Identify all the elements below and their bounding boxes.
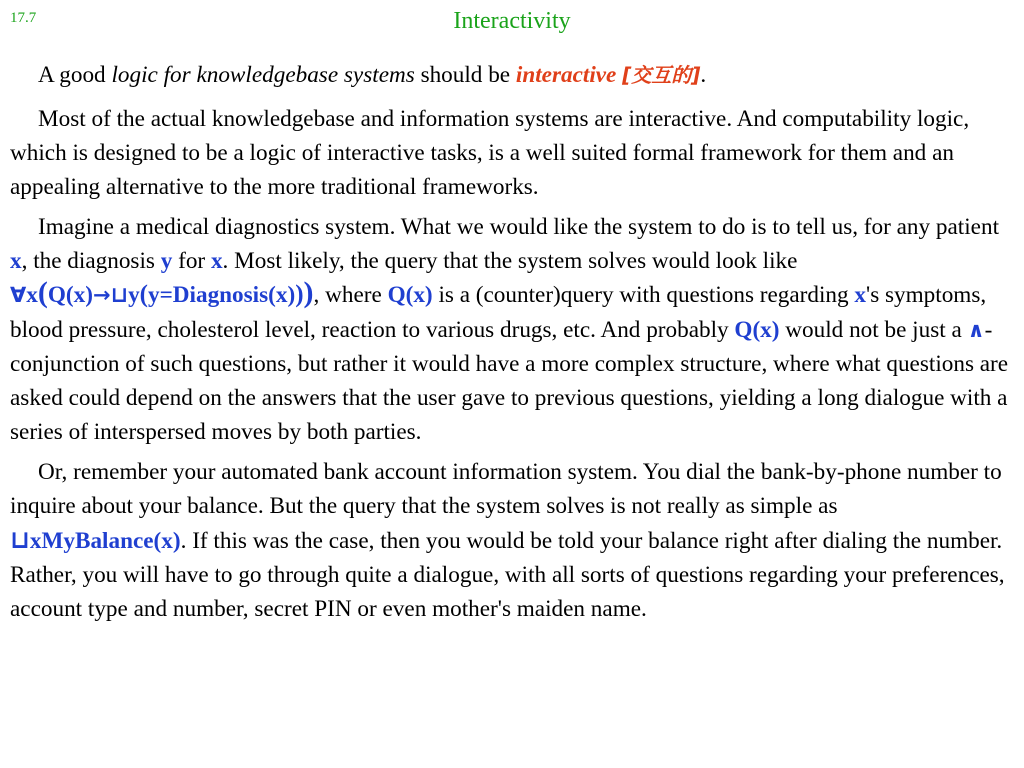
slide-title: Interactivity [453, 8, 571, 34]
balance-formula [10, 525, 181, 554]
forall-symbol: ∀ [10, 283, 27, 307]
text: . If this was the case, then you would be told your balance right after dialing the number. Rather, you will have to go through quite a dialogue, with all sorts of questions regarding your preferences, account type and number, secret PIN or even mother's maiden name. [10, 528, 1005, 622]
text: A good [38, 62, 112, 88]
formula-var: y [160, 248, 173, 274]
paren: ( [139, 281, 148, 308]
highlight-term: interactive [515, 62, 617, 88]
formula-part: Q(x) [47, 282, 93, 308]
paragraph-intro [10, 58, 1016, 92]
paragraph-bank [10, 455, 1016, 626]
paren: ) [295, 281, 304, 308]
text: Imagine a medical diagnostics system. What we would like the system to do is to tell us, for any patient [38, 214, 1000, 240]
formula-var: y [128, 282, 140, 308]
slide-body [10, 58, 1016, 632]
text: would not be just a [779, 317, 968, 343]
paragraph-systems [10, 102, 1016, 204]
paragraph-medical [10, 210, 1016, 449]
text: . [700, 62, 707, 88]
arrow-symbol: → [92, 283, 111, 307]
text: 's symptoms, blood pressure, cholesterol level, reaction to various drugs, etc. And probably [10, 282, 987, 343]
formula-part: y=Diagnosis(x) [147, 282, 296, 308]
formula-part: Q(x) [734, 317, 780, 343]
conjunction-symbol: ∧ [967, 318, 985, 342]
text: -conjunction of such questions, but rather it would have a more complex structure, where what questions are asked could depend on the answers that the user gave to previous questions, yielding a long dialogue with a series of interspersed moves by both parties. [10, 317, 1009, 445]
formula-var: x [10, 248, 22, 274]
choice-symbol: ⊔ [110, 283, 129, 308]
slide-number: 17.7 [10, 10, 37, 26]
text: . Most likely, the query that the system solves would look like [222, 248, 798, 274]
formula-part: xMyBalance(x) [29, 528, 181, 554]
formula-var: x [26, 282, 38, 308]
emphasis-text: logic for knowledgebase systems [111, 62, 415, 88]
formula-var: x [854, 282, 867, 308]
text: , where [313, 282, 388, 308]
text: should be [414, 62, 516, 88]
formula-part: Q(x) [387, 282, 433, 308]
formula-var: x [210, 248, 223, 274]
text: is a (counter)query with questions regarding [432, 282, 855, 308]
chinese-gloss: [交互的] [622, 63, 701, 87]
text: , the diagnosis [21, 248, 161, 274]
choice-symbol: ⊔ [10, 525, 30, 554]
text: Most of the actual knowledgebase and information systems are interactive. And computability logic, which is designed to be a logic of interactive tasks, is a well suited formal framework for them and an appealing alternative to the more traditional frameworks. [10, 106, 970, 200]
text: for [172, 248, 211, 274]
paren: ) [303, 276, 314, 309]
text: Or, remember your automated bank account information system. You dial the bank-by-phone number to inquire about your balance. But the query that the system solves is not really as simple as [10, 459, 1002, 519]
paren: ( [37, 276, 48, 309]
diagnosis-formula [10, 276, 314, 309]
